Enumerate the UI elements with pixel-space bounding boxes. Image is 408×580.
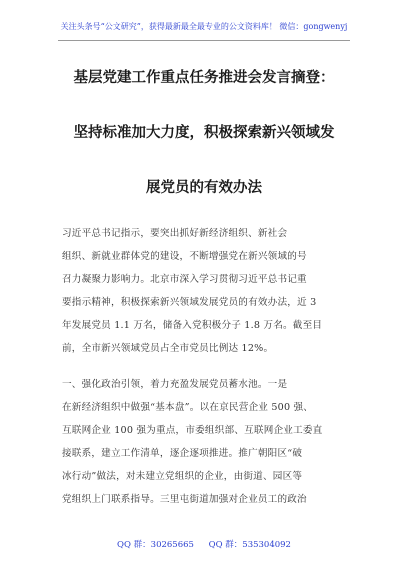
body-line: 互联网企业 100 强为重点，市委组织部、互联网企业工委直 [62,425,323,436]
body-line: 前，全市新兴领域党员占全市党员比例达 12%。 [62,343,274,354]
body-line: 习近平总书记指示，要突出抓好新经济组织、新社会 [62,228,288,239]
body-line: 冰行动”做法，对未建立党组织的企业，由街道、园区等 [62,471,303,482]
body-line: 要指示精神，积极探索新兴领域发展党员的有效办法，近 3 [62,297,317,308]
document-title-line-1: 基层党建工作重点任务推进会发言摘登： [73,70,335,86]
body-line: 组织、新就业群体党的建设，不断增强党在新兴领域的号 [62,251,307,262]
header-divider [58,40,350,41]
document-title-line-3: 展党员的有效办法 [146,180,262,196]
body-line: 年发展党员 1.1 万名，储备入党积极分子 1.8 万名。截至目 [62,320,323,331]
body-line: 召力凝聚力影响力。北京市深入学习贯彻习近平总书记重 [62,274,307,285]
footer-qq-group-1: QQ 群：30265665 [117,540,194,550]
footer-contact [0,538,408,550]
body-line: 接联系，建立工作清单，逐企逐项推进。推广朝阳区“破 [62,448,303,459]
body-line: 一、强化政治引领，着力充盈发展党员蓄水池。一是 [62,379,288,390]
body-line: 在新经济组织中做强“基本盘”。以在京民营企业 500 强、 [62,402,314,413]
document-title-line-2: 坚持标准加大力度，积极探索新兴领域发 [73,125,335,141]
header-notice: 关注头条号“公文研究”，获得最新最全最专业的公文资料库！ 微信：gongwenyj [60,22,348,31]
body-line: 党组织上门联系指导。三里屯街道加强对企业员工的政治 [62,494,307,505]
footer-qq-group-2: QQ 群：535304092 [208,540,291,550]
